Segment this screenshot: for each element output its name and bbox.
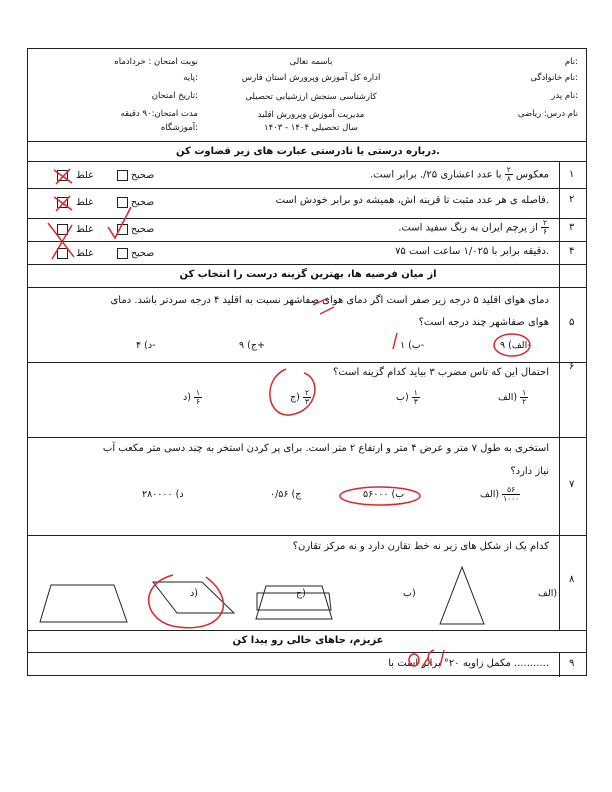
family-label: نام خانوادگی:	[530, 73, 578, 83]
q5-option-d[interactable]: د) ۴-	[136, 340, 156, 351]
ink-answer-q9	[409, 650, 444, 667]
rectangle-shape	[257, 593, 331, 610]
ink-tick-q5	[393, 333, 397, 349]
q3-fraction: $\frac{۲}{۶}$	[542, 218, 548, 236]
q6-number: ۶	[569, 361, 575, 372]
dept-title: کارشناسی سنجش ارزشیابی تحصیلی	[245, 92, 377, 102]
ink-scribble-q5	[313, 298, 334, 314]
q2-true-label: صحیح	[131, 197, 155, 208]
q3-true-label: صحیح	[131, 224, 155, 235]
section2-title: از میان فرضیه ها، بهترین گزینه درست را انتخاب کن	[179, 269, 437, 280]
q5-option-a[interactable]: الف) ۹-	[500, 340, 531, 351]
q7-number: ۷	[569, 479, 575, 490]
q7-option-b[interactable]: ب) ۵۶۰۰۰	[363, 489, 405, 500]
q8-option-b[interactable]: ب)	[403, 588, 416, 599]
q3-number: ۳	[569, 222, 575, 233]
section3-title: عزیزم، جاهای خالی رو پیدا کن	[232, 635, 384, 646]
q7-option-c[interactable]: ج) ۰/۵۶	[270, 489, 302, 500]
q3-false-label: غلط	[76, 224, 94, 235]
q8-option-a[interactable]: الف)	[538, 588, 558, 599]
q8-number: ۸	[569, 574, 575, 585]
q5-number: ۵	[569, 317, 575, 328]
q7-option-d[interactable]: د) ۲۸۰۰۰۰	[142, 489, 184, 500]
q8-option-c[interactable]: ج)	[296, 588, 306, 599]
q6-option-c[interactable]: ج) $\frac{۲}{۳}$	[290, 388, 309, 406]
q7-option-a[interactable]: الف) $\frac{۵۶}{۱۰۰۰}$	[480, 485, 520, 503]
section1-title: درباره درستی یا نادرستی عبارت های زیر قضاوت کن.	[176, 146, 440, 157]
school-label: آموزشگاه:	[160, 123, 198, 133]
q2-number: ۲	[569, 194, 575, 205]
ink-check-q3	[108, 207, 131, 238]
q7-line2: نیاز دارد؟	[510, 466, 549, 477]
ink-circle-q7	[340, 487, 420, 505]
q5-option-b[interactable]: ب) ۱-	[400, 340, 425, 351]
course-label: نام درس: ریاضی	[517, 109, 578, 119]
quad-shape	[256, 586, 332, 619]
mgmt-title: مدیریت آموزش وپرورش اقلید	[257, 110, 365, 120]
basmala: باسمه تعالی	[289, 57, 333, 67]
ink-mark-q4	[48, 223, 74, 259]
date-label: تاریخ امتحان:	[151, 91, 198, 101]
q7-line1: استخری به طول ۷ متر و عرض ۴ متر و ارتفاع ۲ متر است. برای پر کردن استخر به چند دسی متر مکعب آب	[102, 443, 549, 454]
q1-number: ۱	[569, 169, 575, 180]
father-label: نام پدر:	[551, 91, 578, 101]
q6-option-a[interactable]: الف) $\frac{۱}{۲}$	[498, 388, 527, 406]
grade-label: پایه:	[183, 73, 198, 83]
exam-sheet	[27, 48, 587, 676]
ink-circle-q5	[494, 334, 530, 356]
exam-session: نوبت امتحان : خردادماه	[114, 57, 198, 67]
q4-false-label: غلط	[76, 248, 94, 259]
triangle-shape	[440, 567, 484, 624]
q6-option-d[interactable]: د) $\frac{۱}{۶}$	[183, 388, 200, 406]
duration-label: مدت امتحان:۹۰ دقیقه	[120, 109, 198, 119]
trapezoid-shape	[40, 585, 127, 622]
q1-false-label: غلط	[76, 170, 94, 181]
q1-true-label: صحیح	[131, 170, 155, 181]
q9-text: مکمل زاویه ۲۰° برابر است با ...........	[388, 658, 549, 669]
q4-number: ۴	[569, 246, 575, 257]
q5-line1: دمای هوای اقلید ۵ درجه زیر صفر است اگر دمای هوای صفاشهر نسبت به اقلید ۴ درجه سردتر باشد. دمای	[110, 295, 549, 306]
q2-false-label: غلط	[76, 197, 94, 208]
q8-text: کدام یک از شکل های زیر نه خط تقارن دارد و نه مرکز تقارن؟	[292, 541, 549, 552]
q5-line2: هوای صفاشهر چند درجه است؟	[418, 317, 549, 328]
q1-fraction: $\frac{۲}{۸}$	[506, 165, 511, 183]
ink-mark-q2	[54, 196, 72, 211]
drawing-layer	[28, 49, 588, 677]
q2-text: فاصله ی هر عدد مثبت تا قرینه اش، همیشه دو برابر خودش است.	[275, 195, 549, 206]
ink-circle-q8	[149, 575, 224, 628]
q6-option-b[interactable]: ب) $\frac{۱}{۳}$	[396, 388, 418, 406]
q6-text: احتمال این که تاس مضرب ۳ بیاید کدام گزینه است؟	[333, 367, 549, 378]
q1-text: معکوس $\frac{۲}{۸}$ با عدد اعشاری ۲۵/. برابر است.	[369, 165, 549, 183]
school-year: سال تحصیلی ۱۴۰۴ - ۱۴۰۳	[264, 123, 358, 133]
q9-number: ۹	[569, 658, 575, 669]
org-title: اداره کل آموزش وپرورش استان فارس	[241, 73, 381, 83]
q5-option-c[interactable]: ج) ۹+	[239, 340, 265, 351]
ink-circle-q6	[270, 369, 315, 415]
q8-option-d[interactable]: د)	[190, 588, 198, 599]
q3-text: $\frac{۲}{۶}$ از پرچم ایران به رنگ سفید است.	[398, 218, 548, 236]
name-label: نام:	[564, 57, 578, 67]
ink-mark-q1	[54, 169, 72, 184]
q4-true-label: صحیح	[131, 248, 155, 259]
q4-text: ۷۵ دقیقه برابر با ۱/۰۲۵ ساعت است.	[395, 246, 549, 257]
